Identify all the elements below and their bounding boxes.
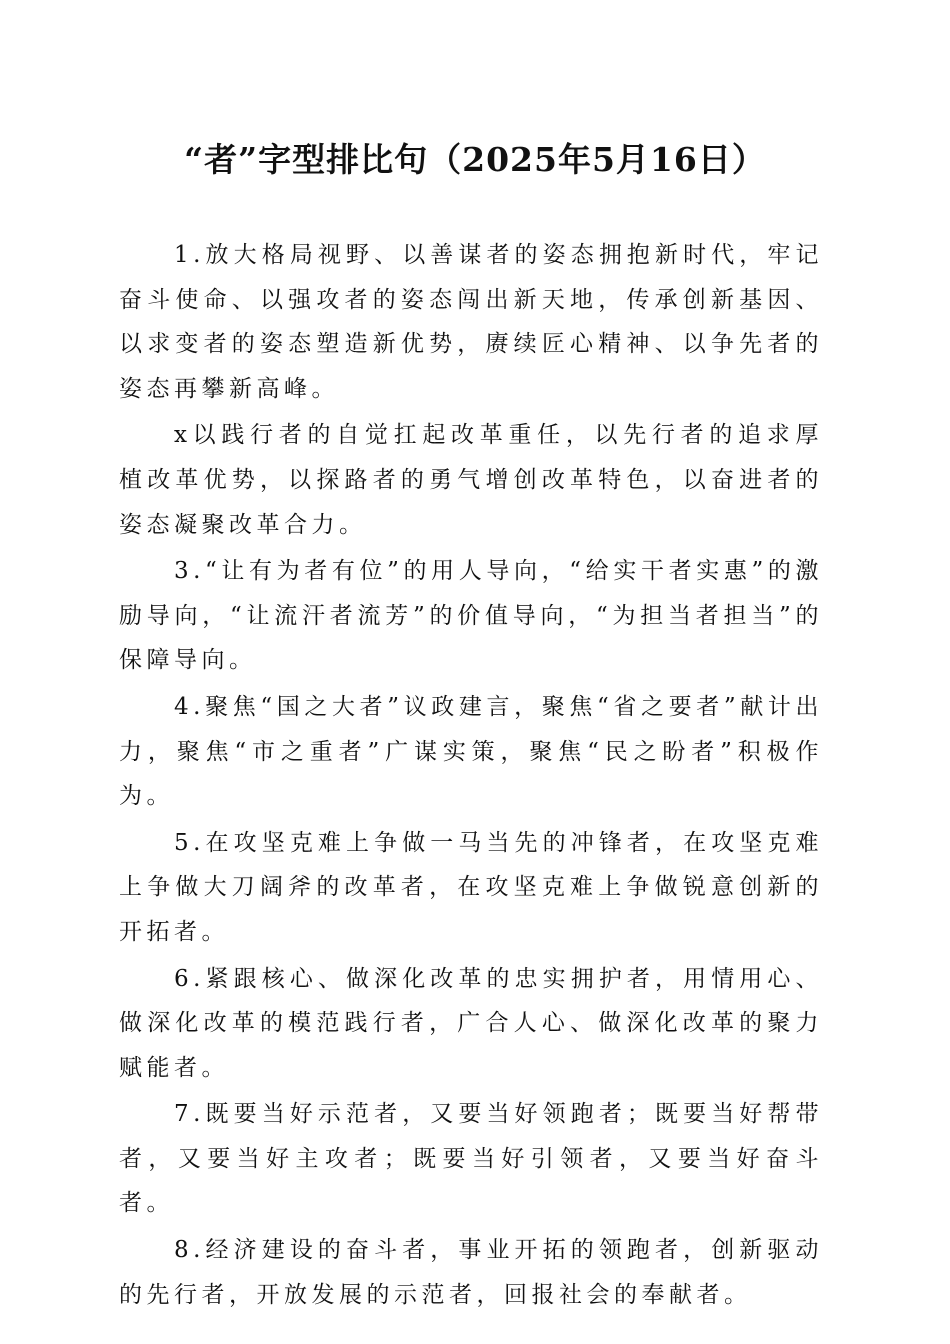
paragraph-2: x以践行者的自觉扛起改革重任，以先行者的追求厚植改革优势，以探路者的勇气增创改革特色，以奋进者的姿态凝聚改革合力。 — [119, 422, 823, 538]
paragraph-7: 7.既要当好示范者，又要当好领跑者；既要当好帮带者，又要当好主攻者；既要当好引领者，又要当好奋斗者。 — [119, 1101, 823, 1217]
paragraph-4: 4.聚焦“国之大者”议政建言，聚焦“省之要者”献计出力，聚焦“市之重者”广谋实策，聚焦“民之盼者”积极作为。 — [119, 693, 823, 810]
paragraph-8: 8.经济建设的奋斗者，事业开拓的领跑者，创新驱动的先行者，开放发展的示范者，回报社会的奉献者。 — [119, 1237, 823, 1308]
paragraph-5: 5.在攻坚克难上争做一马当先的冲锋者，在攻坚克难上争做大刀阔斧的改革者，在攻坚克难上争做锐意创新的开拓者。 — [119, 829, 823, 945]
paragraph-3: 3.“让有为者有位”的用人导向，“给实干者实惠”的激励导向，“让流汗者流芳”的价值导向，“为担当者担当”的保障导向。 — [119, 558, 823, 674]
paragraph-6: 6.紧跟核心、做深化改革的忠实拥护者，用情用心、做深化改革的模范践行者，广合人心、做深化改革的聚力赋能者。 — [119, 965, 823, 1081]
document-body — [119, 233, 823, 1319]
document-title: “者”字型排比句（2025年5月16日） — [184, 140, 766, 179]
paragraph-1: 1.放大格局视野、以善谋者的姿态拥抱新时代，牢记奋斗使命、以强攻者的姿态闯出新天地，传承创新基因、以求变者的姿态塑造新优势，赓续匠心精神、以争先者的姿态再攀新高峰。 — [119, 242, 823, 402]
